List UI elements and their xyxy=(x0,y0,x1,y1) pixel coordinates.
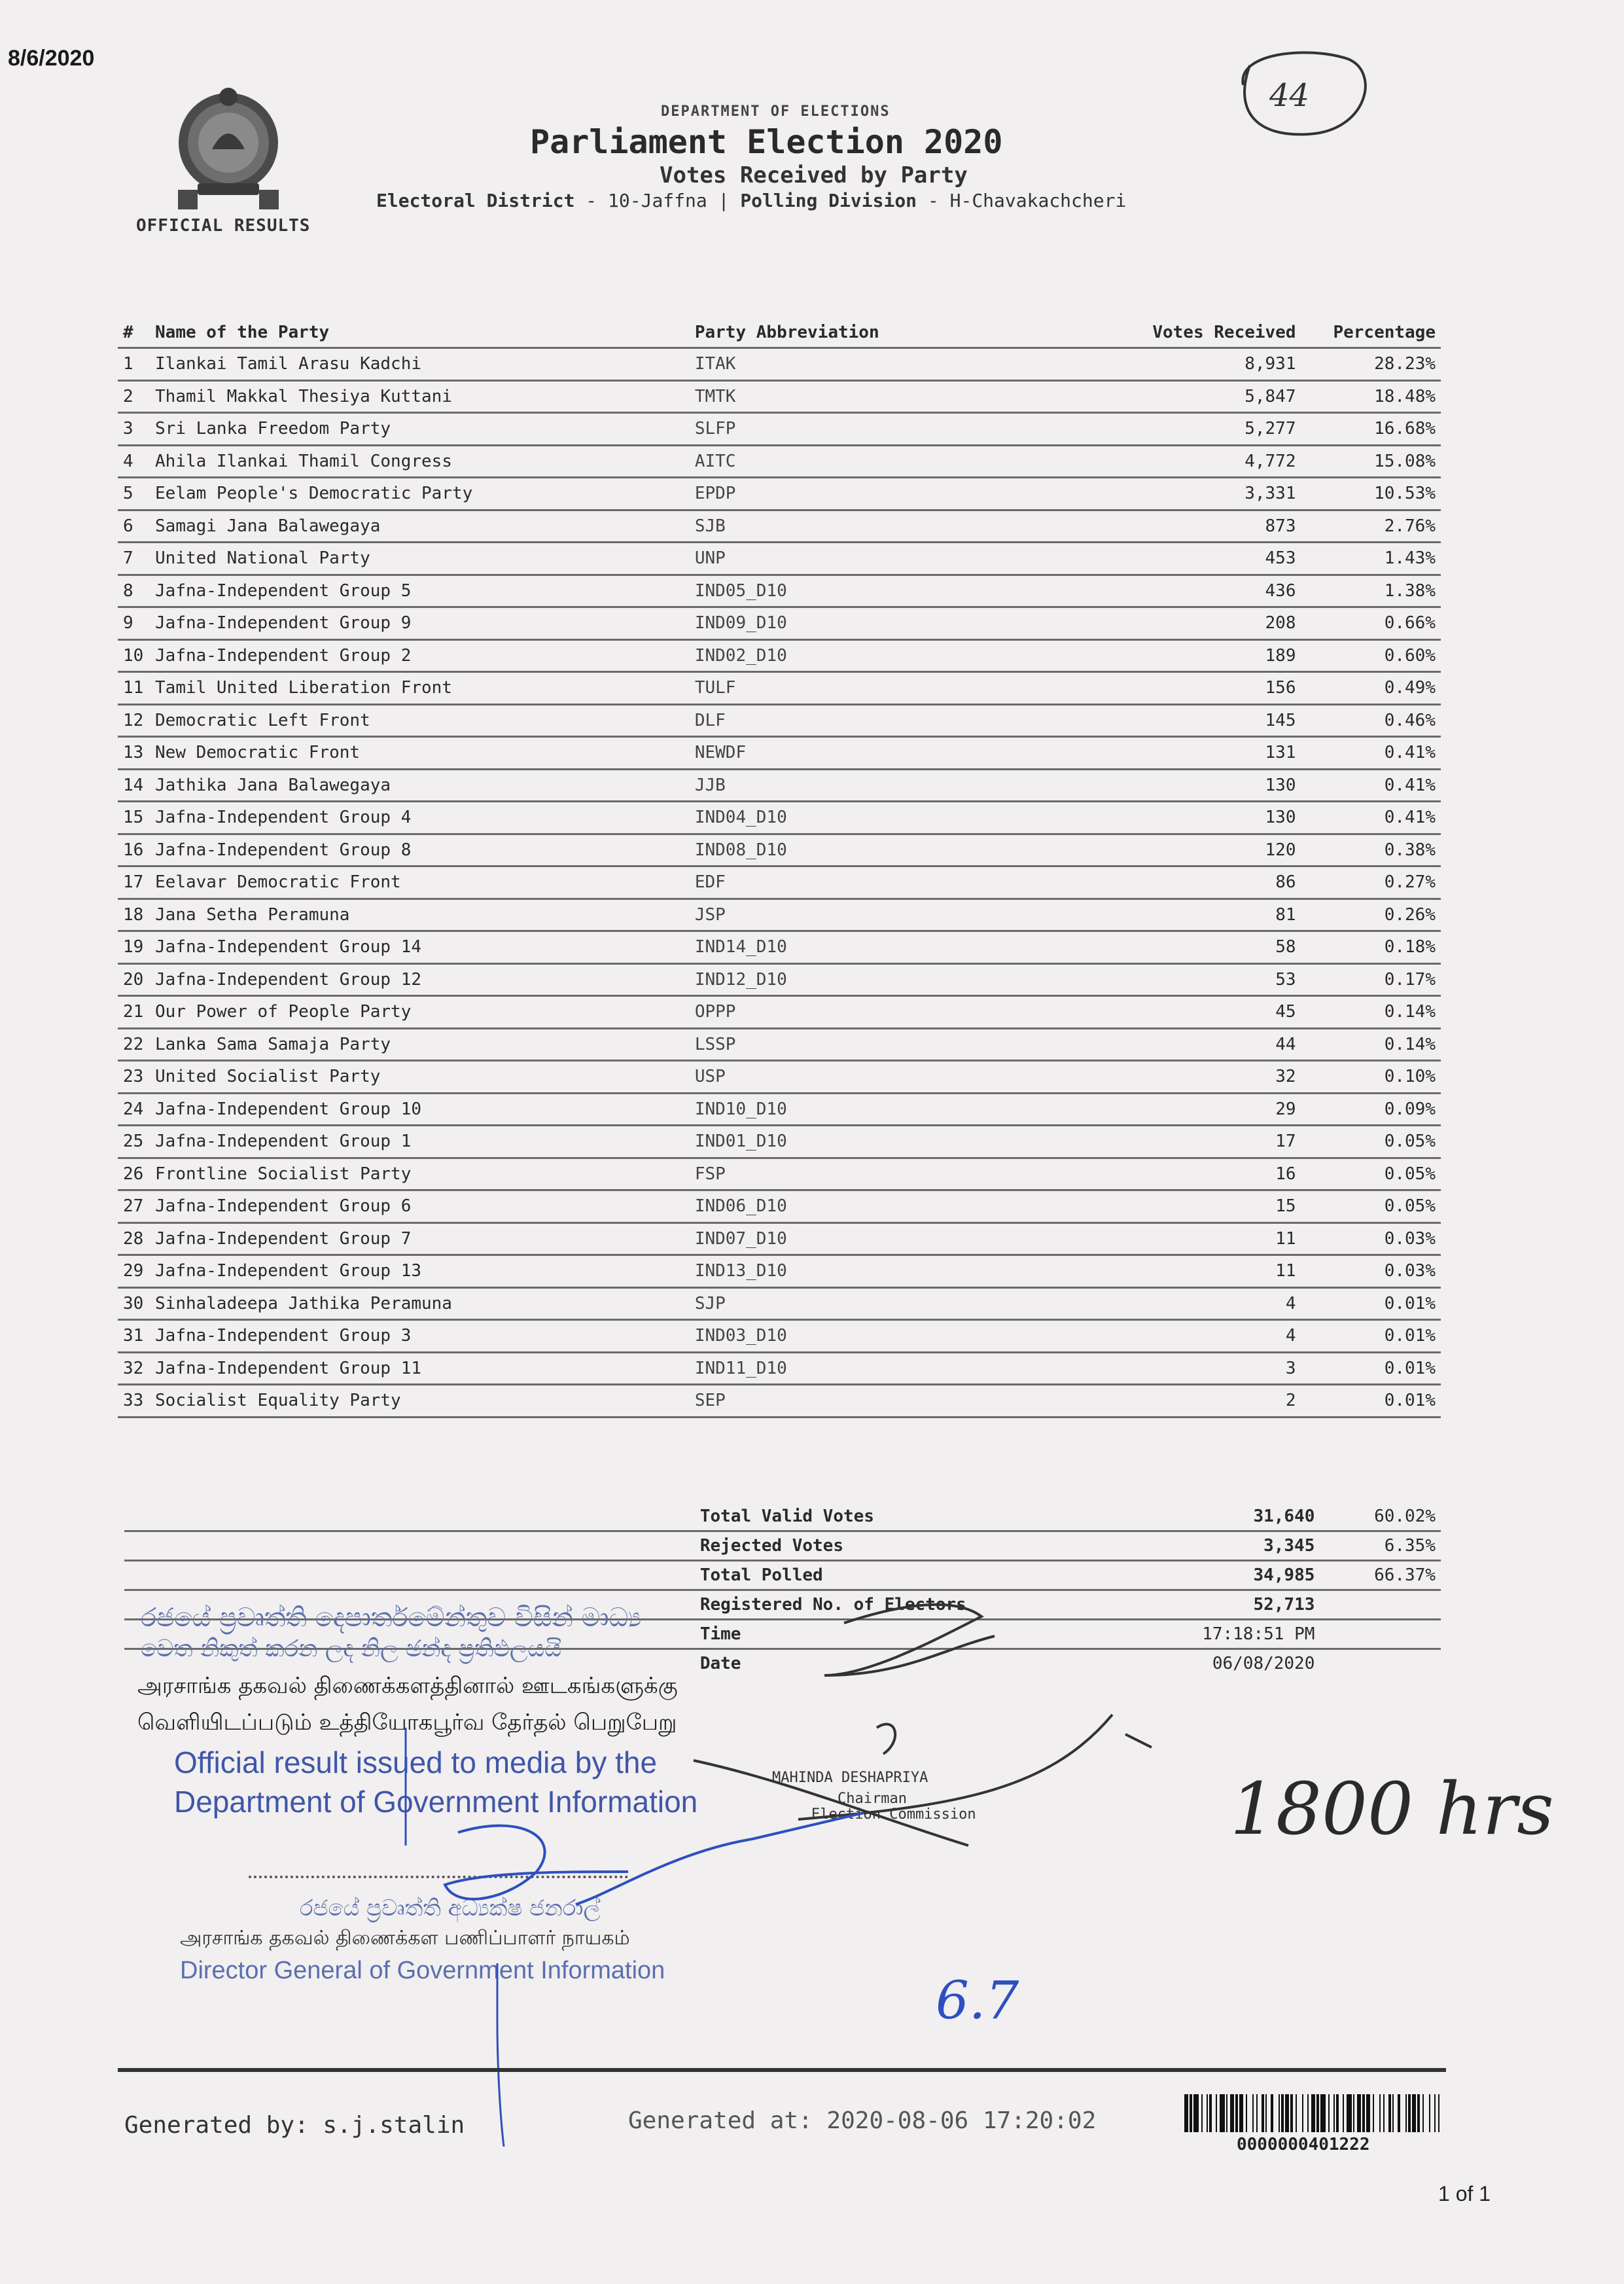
table-row xyxy=(118,931,1441,964)
signatory-name: MAHINDA DESHAPRIYA xyxy=(772,1770,928,1786)
party-name: Our Power of People Party xyxy=(150,996,690,1029)
row-number: 23 xyxy=(118,1061,150,1094)
vote-percentage: 0.41% xyxy=(1301,802,1441,834)
total-valid-pct: 60.02% xyxy=(1320,1503,1441,1531)
vote-percentage: 0.17% xyxy=(1301,963,1441,996)
table-row xyxy=(118,963,1441,996)
votes-received: 44 xyxy=(1135,1028,1301,1061)
votes-received: 145 xyxy=(1135,704,1301,737)
row-number: 12 xyxy=(118,704,150,737)
vote-percentage: 0.49% xyxy=(1301,672,1441,705)
party-abbreviation: IND02_D10 xyxy=(690,639,1135,672)
row-number: 19 xyxy=(118,931,150,964)
director-title-english: Director General of Government Information xyxy=(180,1957,665,1984)
row-number: 3 xyxy=(118,413,150,446)
vote-percentage: 0.01% xyxy=(1301,1287,1441,1320)
row-number: 10 xyxy=(118,639,150,672)
polled-label: Total Polled xyxy=(700,1561,1147,1590)
barcode-number: 0000000401222 xyxy=(1237,2135,1370,2154)
party-abbreviation: EPDP xyxy=(690,478,1135,510)
row-number: 25 xyxy=(118,1126,150,1158)
vote-percentage: 1.43% xyxy=(1301,543,1441,575)
party-abbreviation: AITC xyxy=(690,445,1135,478)
party-abbreviation: SEP xyxy=(690,1385,1135,1418)
party-name: Tamil United Liberation Front xyxy=(150,672,690,705)
row-number: 15 xyxy=(118,802,150,834)
votes-received: 45 xyxy=(1135,996,1301,1029)
time-label: Time xyxy=(700,1620,1147,1649)
row-number: 4 xyxy=(118,445,150,478)
party-abbreviation: DLF xyxy=(690,704,1135,737)
party-name: Eelavar Democratic Front xyxy=(150,866,690,899)
votes-received: 11 xyxy=(1135,1222,1301,1255)
row-number: 2 xyxy=(118,380,150,413)
results-body xyxy=(118,348,1441,1418)
electors-count: 52,713 xyxy=(1147,1590,1320,1620)
votes-received: 436 xyxy=(1135,575,1301,607)
votes-received: 130 xyxy=(1135,769,1301,802)
party-abbreviation: TMTK xyxy=(690,380,1135,413)
party-abbreviation: IND13_D10 xyxy=(690,1255,1135,1288)
table-row xyxy=(118,1222,1441,1255)
row-number: 16 xyxy=(118,834,150,866)
vote-percentage: 18.48% xyxy=(1301,380,1441,413)
votes-received: 3 xyxy=(1135,1352,1301,1385)
party-abbreviation: EDF xyxy=(690,866,1135,899)
party-name: Jafna-Independent Group 9 xyxy=(150,607,690,640)
party-name: Jathika Jana Balawegaya xyxy=(150,769,690,802)
handwritten-date-note: 6.7 xyxy=(936,1970,1019,2031)
party-name: Thamil Makkal Thesiya Kuttani xyxy=(150,380,690,413)
party-abbreviation: TULF xyxy=(690,672,1135,705)
vote-percentage: 0.60% xyxy=(1301,639,1441,672)
votes-received: 8,931 xyxy=(1135,348,1301,381)
vote-percentage: 0.05% xyxy=(1301,1126,1441,1158)
votes-received: 3,331 xyxy=(1135,478,1301,510)
row-number: 18 xyxy=(118,899,150,931)
row-number: 14 xyxy=(118,769,150,802)
table-row xyxy=(118,478,1441,510)
party-name: United National Party xyxy=(150,543,690,575)
stamp-english-line-2: Department of Government Information xyxy=(174,1785,698,1819)
party-abbreviation: IND04_D10 xyxy=(690,802,1135,834)
stamp-tamil-line-2: வெளியிடப்படும் உத்தியோகபூர்வ தேர்தல் பெறுபேறு xyxy=(137,1709,677,1736)
vote-percentage: 0.01% xyxy=(1301,1385,1441,1418)
party-abbreviation: NEWDF xyxy=(690,737,1135,770)
totals-row-rejected xyxy=(124,1531,1441,1561)
party-abbreviation: IND05_D10 xyxy=(690,575,1135,607)
col-header-abbreviation: Party Abbreviation xyxy=(690,318,1135,348)
table-row xyxy=(118,510,1441,543)
votes-received: 86 xyxy=(1135,866,1301,899)
votes-received: 156 xyxy=(1135,672,1301,705)
table-row xyxy=(118,996,1441,1029)
party-name: Samagi Jana Balawegaya xyxy=(150,510,690,543)
votes-received: 208 xyxy=(1135,607,1301,640)
votes-received: 4 xyxy=(1135,1287,1301,1320)
signature-dotted-line xyxy=(249,1876,628,1878)
row-number: 21 xyxy=(118,996,150,1029)
row-number: 26 xyxy=(118,1158,150,1190)
table-row xyxy=(118,543,1441,575)
row-number: 30 xyxy=(118,1287,150,1320)
vote-percentage: 0.26% xyxy=(1301,899,1441,931)
generated-at: Generated at: 2020-08-06 17:20:02 xyxy=(628,2107,1097,2134)
district-label: Electoral District xyxy=(376,190,575,211)
row-number: 33 xyxy=(118,1385,150,1418)
table-row xyxy=(118,348,1441,381)
vote-percentage: 0.09% xyxy=(1301,1093,1441,1126)
party-name: Jafna-Independent Group 6 xyxy=(150,1190,690,1223)
stamp-english-line-1: Official result issued to media by the xyxy=(174,1745,658,1779)
table-row xyxy=(118,737,1441,770)
votes-received: 2 xyxy=(1135,1385,1301,1418)
table-row xyxy=(118,607,1441,640)
polled-votes: 34,985 xyxy=(1147,1561,1320,1590)
row-number: 17 xyxy=(118,866,150,899)
table-row xyxy=(118,866,1441,899)
table-row xyxy=(118,802,1441,834)
table-row xyxy=(118,1255,1441,1288)
party-name: United Socialist Party xyxy=(150,1061,690,1094)
party-abbreviation: SLFP xyxy=(690,413,1135,446)
table-row xyxy=(118,1190,1441,1223)
table-row xyxy=(118,704,1441,737)
votes-received: 17 xyxy=(1135,1126,1301,1158)
vote-percentage: 28.23% xyxy=(1301,348,1441,381)
vote-percentage: 0.05% xyxy=(1301,1190,1441,1223)
party-abbreviation: LSSP xyxy=(690,1028,1135,1061)
party-abbreviation: OPPP xyxy=(690,996,1135,1029)
row-number: 9 xyxy=(118,607,150,640)
totals-row-polled xyxy=(124,1561,1441,1590)
division-label: Polling Division xyxy=(740,190,917,211)
signatory-role: Chairman xyxy=(838,1791,907,1807)
party-abbreviation: SJP xyxy=(690,1287,1135,1320)
page-title: Parliament Election 2020 xyxy=(530,123,1003,161)
party-abbreviation: JJB xyxy=(690,769,1135,802)
row-number: 7 xyxy=(118,543,150,575)
party-name: Sinhaladeepa Jathika Peramuna xyxy=(150,1287,690,1320)
barcode-icon xyxy=(1184,2094,1439,2132)
row-number: 20 xyxy=(118,963,150,996)
party-abbreviation: IND08_D10 xyxy=(690,834,1135,866)
district-line: Electoral District - 10-Jaffna | Polling Division - H-Chavakachcheri xyxy=(376,190,1127,211)
vote-percentage: 0.03% xyxy=(1301,1255,1441,1288)
votes-received: 130 xyxy=(1135,802,1301,834)
vote-percentage: 0.05% xyxy=(1301,1158,1441,1190)
vote-percentage: 1.38% xyxy=(1301,575,1441,607)
party-abbreviation: FSP xyxy=(690,1158,1135,1190)
scan-date: 8/6/2020 xyxy=(8,46,95,71)
party-name: Jafna-Independent Group 2 xyxy=(150,639,690,672)
party-abbreviation: UNP xyxy=(690,543,1135,575)
votes-received: 189 xyxy=(1135,639,1301,672)
stamp-tamil-line-1: அரசாங்க தகவல் திணைக்களத்தினால் ஊடகங்களுக்கு xyxy=(137,1673,678,1699)
party-name: Socialist Equality Party xyxy=(150,1385,690,1418)
handwritten-time-note: 1800 hrs xyxy=(1230,1767,1554,1851)
party-name: Jafna-Independent Group 10 xyxy=(150,1093,690,1126)
vote-percentage: 0.41% xyxy=(1301,769,1441,802)
col-header-number: # xyxy=(118,318,150,348)
row-number: 32 xyxy=(118,1352,150,1385)
party-abbreviation: IND11_D10 xyxy=(690,1352,1135,1385)
signatory-organisation: Election Commission xyxy=(811,1806,976,1823)
party-name: Ahila Ilankai Thamil Congress xyxy=(150,445,690,478)
rejected-votes: 3,345 xyxy=(1147,1531,1320,1561)
table-row xyxy=(118,1061,1441,1094)
table-row xyxy=(118,1126,1441,1158)
party-name: Jafna-Independent Group 3 xyxy=(150,1320,690,1353)
row-number: 5 xyxy=(118,478,150,510)
votes-received: 29 xyxy=(1135,1093,1301,1126)
party-name: Jafna-Independent Group 14 xyxy=(150,931,690,964)
table-row xyxy=(118,1028,1441,1061)
party-name: Lanka Sama Samaja Party xyxy=(150,1028,690,1061)
vote-percentage: 0.03% xyxy=(1301,1222,1441,1255)
vote-percentage: 0.27% xyxy=(1301,866,1441,899)
time-value: 17:18:51 PM xyxy=(1147,1620,1320,1649)
director-title-tamil: அரசாங்க தகவல் திணைக்கள பணிப்பாளர் நாயகம் xyxy=(180,1927,630,1950)
party-name: Jafna-Independent Group 1 xyxy=(150,1126,690,1158)
handwritten-page-mark: 44 xyxy=(1269,77,1310,114)
votes-received: 4,772 xyxy=(1135,445,1301,478)
rejected-label: Rejected Votes xyxy=(700,1531,1147,1561)
row-number: 22 xyxy=(118,1028,150,1061)
vote-percentage: 0.10% xyxy=(1301,1061,1441,1094)
stamp-sinhala-line-1: රජයේ ප්‍රවෘත්ති දෙපාර්තමේන්තුව විසින් මාධ්‍ය xyxy=(141,1603,642,1633)
results-table xyxy=(118,318,1441,1418)
district-value: 10-Jaffna xyxy=(608,190,707,211)
party-name: New Democratic Front xyxy=(150,737,690,770)
date-value: 06/08/2020 xyxy=(1212,1654,1315,1673)
party-name: Jafna-Independent Group 8 xyxy=(150,834,690,866)
row-number: 29 xyxy=(118,1255,150,1288)
party-abbreviation: IND14_D10 xyxy=(690,931,1135,964)
vote-percentage: 0.14% xyxy=(1301,1028,1441,1061)
table-row xyxy=(118,672,1441,705)
table-row xyxy=(118,1093,1441,1126)
votes-received: 4 xyxy=(1135,1320,1301,1353)
row-number: 27 xyxy=(118,1190,150,1223)
votes-received: 15 xyxy=(1135,1190,1301,1223)
party-abbreviation: IND10_D10 xyxy=(690,1093,1135,1126)
party-name: Jafna-Independent Group 13 xyxy=(150,1255,690,1288)
vote-percentage: 0.01% xyxy=(1301,1320,1441,1353)
votes-received: 120 xyxy=(1135,834,1301,866)
page-subtitle: Votes Received by Party xyxy=(660,162,968,188)
votes-received: 131 xyxy=(1135,737,1301,770)
table-row xyxy=(118,899,1441,931)
sri-lanka-emblem-icon xyxy=(171,85,285,216)
vote-percentage: 16.68% xyxy=(1301,413,1441,446)
table-row xyxy=(118,1385,1441,1418)
row-number: 8 xyxy=(118,575,150,607)
totals-row-valid xyxy=(124,1503,1441,1531)
stamp-sinhala-line-2: වෙත නිකුත් කරන ලද නිල ඡන්ද ප්‍රතිඵලයයි xyxy=(141,1635,562,1662)
row-number: 28 xyxy=(118,1222,150,1255)
row-number: 31 xyxy=(118,1320,150,1353)
col-header-votes: Votes Received xyxy=(1135,318,1301,348)
department-name: DEPARTMENT OF ELECTIONS xyxy=(661,103,891,120)
vote-percentage: 0.38% xyxy=(1301,834,1441,866)
votes-received: 5,847 xyxy=(1135,380,1301,413)
vote-percentage: 0.41% xyxy=(1301,737,1441,770)
vote-percentage: 0.46% xyxy=(1301,704,1441,737)
vote-percentage: 0.18% xyxy=(1301,931,1441,964)
vote-percentage: 15.08% xyxy=(1301,445,1441,478)
row-number: 24 xyxy=(118,1093,150,1126)
party-name: Sri Lanka Freedom Party xyxy=(150,413,690,446)
party-name: Jafna-Independent Group 4 xyxy=(150,802,690,834)
total-valid-label: Total Valid Votes xyxy=(700,1503,1147,1531)
party-name: Jafna-Independent Group 7 xyxy=(150,1222,690,1255)
party-name: Frontline Socialist Party xyxy=(150,1158,690,1190)
votes-received: 81 xyxy=(1135,899,1301,931)
vote-percentage: 2.76% xyxy=(1301,510,1441,543)
table-row xyxy=(118,445,1441,478)
party-abbreviation: IND01_D10 xyxy=(690,1126,1135,1158)
vote-percentage: 0.01% xyxy=(1301,1352,1441,1385)
row-number: 1 xyxy=(118,348,150,381)
table-row xyxy=(118,769,1441,802)
director-title-sinhala: රජයේ ප්‍රවෘත්ති අධ්‍යක්ෂ ජනරාල් xyxy=(300,1895,601,1921)
generated-by: Generated by: s.j.stalin xyxy=(124,2112,465,2139)
table-header-row xyxy=(118,318,1441,348)
party-abbreviation: USP xyxy=(690,1061,1135,1094)
polled-pct: 66.37% xyxy=(1320,1561,1441,1590)
party-name: Ilankai Tamil Arasu Kadchi xyxy=(150,348,690,381)
vote-percentage: 0.14% xyxy=(1301,996,1441,1029)
table-row xyxy=(118,1158,1441,1190)
votes-received: 58 xyxy=(1135,931,1301,964)
votes-received: 453 xyxy=(1135,543,1301,575)
col-header-percentage: Percentage xyxy=(1301,318,1441,348)
division-value: H-Chavakachcheri xyxy=(949,190,1127,211)
party-name: Jafna-Independent Group 12 xyxy=(150,963,690,996)
party-name: Eelam People's Democratic Party xyxy=(150,478,690,510)
table-row xyxy=(118,1320,1441,1353)
party-name: Jafna-Independent Group 11 xyxy=(150,1352,690,1385)
row-number: 11 xyxy=(118,672,150,705)
party-abbreviation: IND12_D10 xyxy=(690,963,1135,996)
party-abbreviation: IND09_D10 xyxy=(690,607,1135,640)
party-abbreviation: IND07_D10 xyxy=(690,1222,1135,1255)
table-row xyxy=(118,575,1441,607)
votes-received: 16 xyxy=(1135,1158,1301,1190)
votes-received: 5,277 xyxy=(1135,413,1301,446)
votes-received: 32 xyxy=(1135,1061,1301,1094)
footer-divider xyxy=(118,2068,1446,2072)
total-valid-votes: 31,640 xyxy=(1147,1503,1320,1531)
party-abbreviation: IND06_D10 xyxy=(690,1190,1135,1223)
row-number: 13 xyxy=(118,737,150,770)
row-number: 6 xyxy=(118,510,150,543)
table-row xyxy=(118,1352,1441,1385)
table-row xyxy=(118,380,1441,413)
votes-received: 873 xyxy=(1135,510,1301,543)
rejected-pct: 6.35% xyxy=(1320,1531,1441,1561)
party-name: Democratic Left Front xyxy=(150,704,690,737)
table-row xyxy=(118,639,1441,672)
party-abbreviation: IND03_D10 xyxy=(690,1320,1135,1353)
votes-received: 53 xyxy=(1135,963,1301,996)
table-row xyxy=(118,413,1441,446)
electors-label: Registered No. of Electors xyxy=(700,1590,1147,1620)
table-row xyxy=(118,834,1441,866)
party-abbreviation: SJB xyxy=(690,510,1135,543)
date-label: Date xyxy=(699,1654,741,1673)
party-name: Jana Setha Peramuna xyxy=(150,899,690,931)
party-abbreviation: JSP xyxy=(690,899,1135,931)
vote-percentage: 0.66% xyxy=(1301,607,1441,640)
table-row xyxy=(118,1287,1441,1320)
col-header-party-name: Name of the Party xyxy=(150,318,690,348)
party-name: Jafna-Independent Group 5 xyxy=(150,575,690,607)
page-number: 1 of 1 xyxy=(1438,2182,1491,2205)
official-results-caption: OFFICIAL RESULTS xyxy=(136,216,311,236)
party-abbreviation: ITAK xyxy=(690,348,1135,381)
vote-percentage: 10.53% xyxy=(1301,478,1441,510)
votes-received: 11 xyxy=(1135,1255,1301,1288)
